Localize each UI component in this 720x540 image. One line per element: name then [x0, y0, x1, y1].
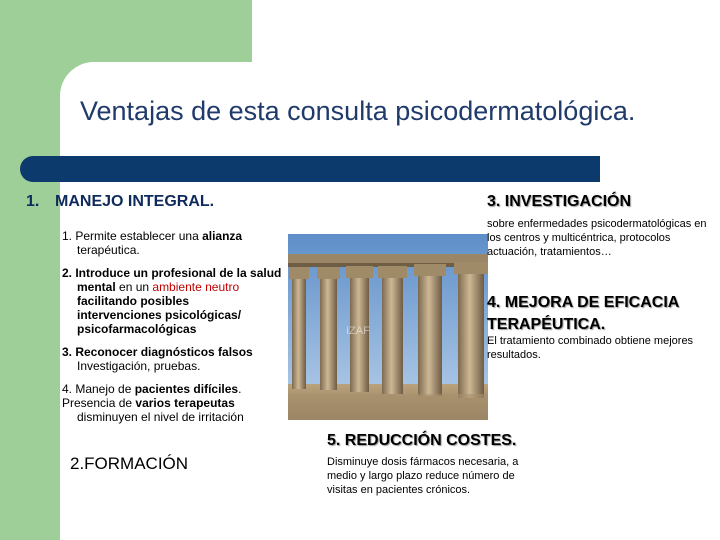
item-highlight: ambiente neutro [152, 280, 240, 294]
item-text: mental [77, 280, 116, 294]
slide-title: Ventajas de esta consulta psicodermatológica. [80, 96, 636, 126]
item-text: facilitando posibles [77, 294, 190, 308]
item-text: psicofarmacológicas [77, 322, 197, 336]
item-text: 4. Manejo de [62, 382, 135, 396]
eficacia-text: El tratamiento combinado obtiene mejores resultados. [487, 335, 694, 361]
item-text-continued: disminuyen el nivel de irritación [77, 410, 244, 424]
section-heading-costes: 5. REDUCCIÓN COSTES. [327, 432, 517, 449]
list-item-diagnosticos [62, 345, 302, 373]
item-text-continued: Investigación, pruebas. [77, 359, 201, 373]
item-emphasis: varios terapeutas [135, 396, 235, 410]
item-text-continued: terapéutica. [77, 243, 140, 257]
section-heading-formacion: 2.FORMACIÓN [70, 454, 189, 473]
section-heading-text: MANEJO INTEGRAL. [55, 193, 215, 210]
list-item-profesional [62, 266, 302, 336]
item-text: en un [115, 280, 153, 294]
section-number: 1. [26, 193, 40, 210]
item-text: 2. Introduce un profesional de la salud [62, 266, 282, 280]
item-text: . [238, 382, 242, 396]
section-heading-investigacion: 3. INVESTIGACIÓN [487, 193, 632, 210]
item-text: Presencia de [62, 396, 136, 410]
section-heading-eficacia: 4. MEJORA DE EFICACIA TERAPÉUTICA. [487, 294, 679, 333]
item-line [62, 280, 302, 294]
image-watermark: IZAF [346, 325, 370, 337]
item-emphasis: alianza [202, 229, 243, 243]
item-text: 3. Reconocer diagnósticos falsos [62, 345, 253, 359]
item-emphasis: pacientes difíciles [134, 382, 239, 396]
list-item-pacientes-dificiles [62, 382, 312, 424]
costes-text: Disminuye dosis fármacos necesaria, a medio y largo plazo reduce número de visitas en pacientes crónicos. [327, 456, 519, 496]
title-divider-bar [20, 156, 600, 182]
investigacion-text: sobre enfermedades psicodermatológicas en los centros y multicéntrica, protocolos actuación, tratamientos… [487, 218, 707, 258]
list-item-alianza [62, 229, 282, 257]
item-text: 1. Permite establecer una [62, 229, 203, 243]
section-heading-manejo-integral [26, 193, 214, 211]
temple-columns-image [288, 234, 488, 420]
item-text: intervenciones psicológicas/ [77, 308, 242, 322]
